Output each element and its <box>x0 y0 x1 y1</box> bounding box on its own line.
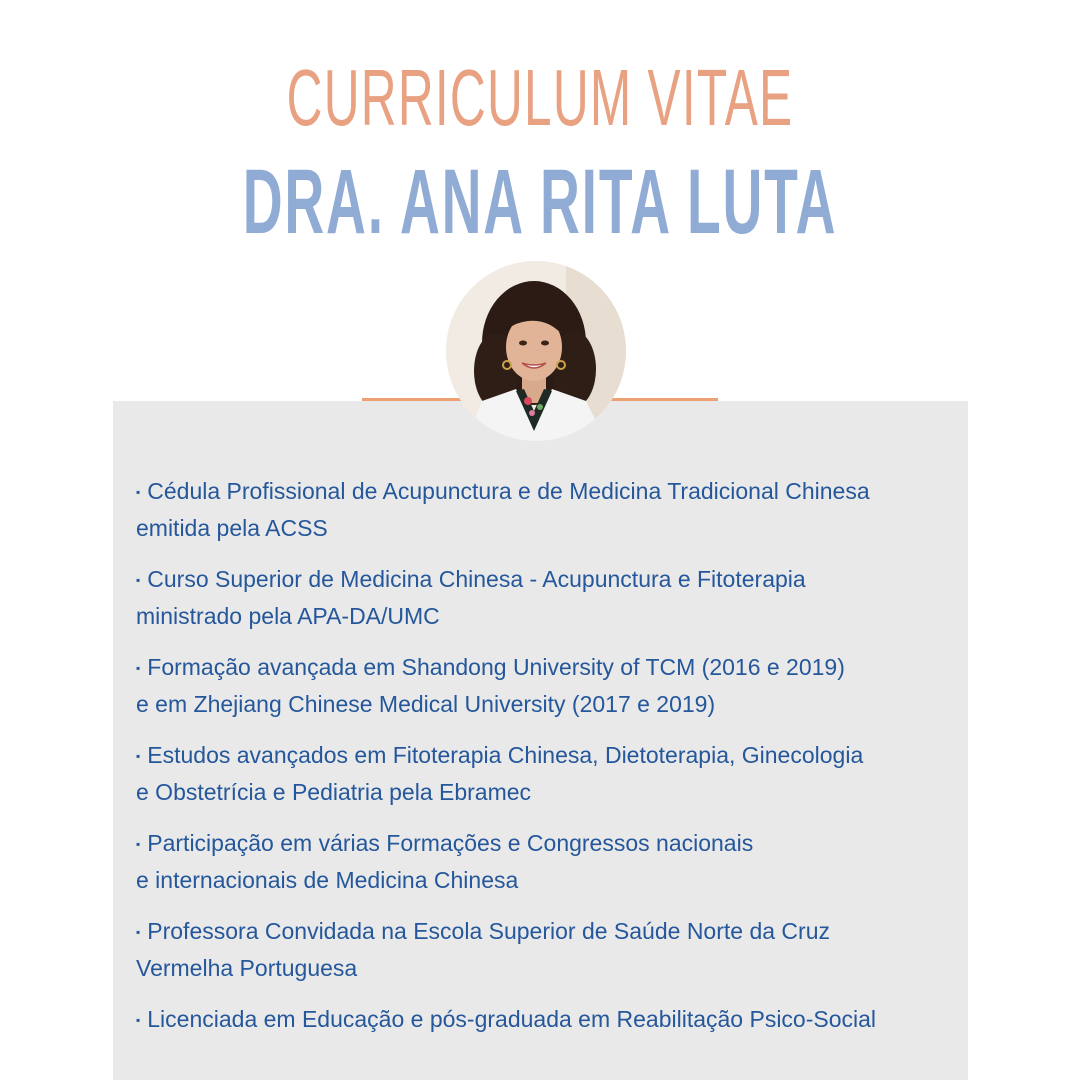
bullet-icon: ▪ <box>136 1013 141 1027</box>
cv-item <box>136 825 966 898</box>
cv-item-line: e Obstetrícia e Pediatria pela Ebramec <box>136 779 532 805</box>
cv-item-line: Licenciada em Educação e pós-graduada em Reabilitação Psico-Social <box>147 1006 877 1032</box>
cv-item <box>136 561 966 634</box>
bullet-icon: ▪ <box>136 749 141 763</box>
cv-item <box>136 649 966 722</box>
cv-item-line: Vermelha Portuguesa <box>136 955 358 981</box>
cv-item-line: ministrado pela APA-DA/UMC <box>136 603 440 629</box>
doctor-name: DRA. ANA RITA LUTA <box>242 151 838 253</box>
cv-title: CURRICULUM VITAE <box>286 53 794 142</box>
cv-item-line: Professora Convidada na Escola Superior de Saúde Norte da Cruz <box>147 918 830 944</box>
cv-list <box>136 473 966 1053</box>
cv-item-line: Cédula Profissional de Acupunctura e de Medicina Tradicional Chinesa <box>147 478 870 504</box>
cv-item <box>136 1001 966 1038</box>
cv-item-line: Curso Superior de Medicina Chinesa - Acupunctura e Fitoterapia <box>147 566 806 592</box>
cv-item-line: e em Zhejiang Chinese Medical University (2017 e 2019) <box>136 691 716 717</box>
cv-item-line: Estudos avançados em Fitoterapia Chinesa, Dietoterapia, Ginecologia <box>147 742 864 768</box>
portrait-illustration <box>446 261 626 441</box>
portrait-photo <box>446 261 626 441</box>
bullet-icon: ▪ <box>136 485 141 499</box>
bullet-icon: ▪ <box>136 837 141 851</box>
cv-item-line: e internacionais de Medicina Chinesa <box>136 867 519 893</box>
cv-item-line: Formação avançada em Shandong University of TCM (2016 e 2019) <box>147 654 845 680</box>
cv-item <box>136 473 966 546</box>
cv-item-line: Participação em várias Formações e Congressos nacionais <box>147 830 754 856</box>
bullet-icon: ▪ <box>136 661 141 675</box>
cv-item <box>136 737 966 810</box>
cv-item-line: emitida pela ACSS <box>136 515 328 541</box>
bullet-icon: ▪ <box>136 573 141 587</box>
cv-item <box>136 913 966 986</box>
bullet-icon: ▪ <box>136 925 141 939</box>
